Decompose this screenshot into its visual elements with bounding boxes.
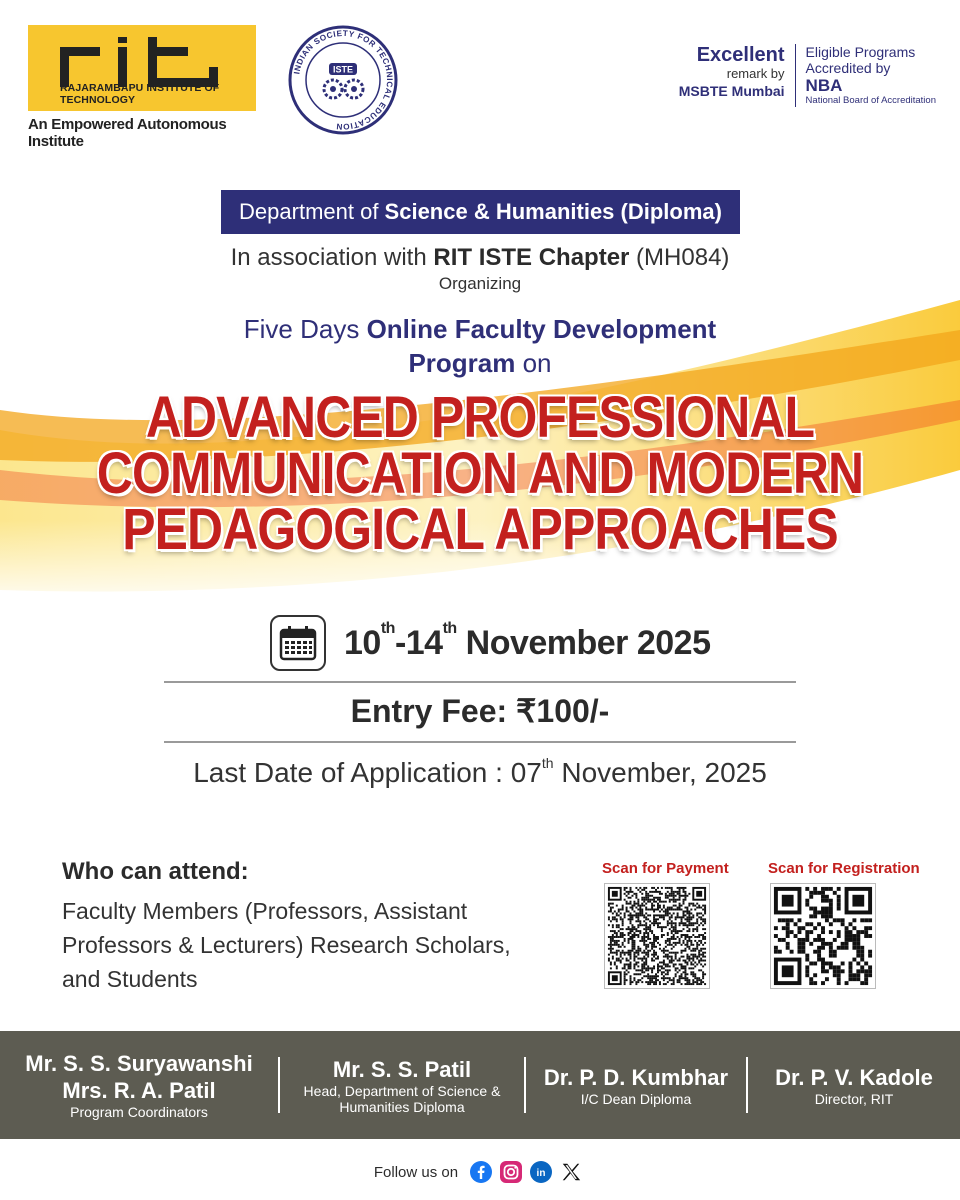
footer-coordinators: [0, 1050, 278, 1120]
acc-eligible: Eligible Programs: [805, 44, 916, 60]
last-date-rest: November, 2025: [553, 757, 767, 788]
payment-qr-code[interactable]: [604, 883, 710, 989]
date-end: -14: [394, 623, 443, 662]
payment-qr-label: Scan for Payment: [602, 860, 729, 877]
iste-logo: [288, 25, 398, 135]
assoc-code: (MH084): [629, 244, 730, 271]
follow-us-row: [0, 1160, 960, 1184]
fdp-part1: Five Days: [243, 314, 367, 344]
fdp-part3: Program: [408, 348, 516, 378]
acc-nba-full: National Board of Accreditation: [805, 95, 936, 106]
person-name: Dr. P. D. Kumbhar: [543, 1064, 729, 1090]
footer-dean: [526, 1064, 746, 1107]
person-name: Mrs. R. A. Patil: [62, 1078, 216, 1103]
fdp-part4: on: [515, 348, 552, 378]
last-date-sup: th: [541, 755, 554, 771]
last-date-prefix: Last Date of Application : 07: [193, 757, 542, 788]
acc-excellent: Excellent: [696, 44, 785, 66]
audience-line: Professors & Lecturers) Research Scholars,: [62, 932, 511, 958]
fdp-heading: [0, 312, 960, 380]
divider: [164, 681, 796, 683]
last-date: [0, 757, 960, 789]
registration-qr-code[interactable]: [770, 883, 876, 989]
main-title: [0, 385, 960, 562]
follow-us-label: Follow us on: [373, 1163, 459, 1181]
person-role: Program Coordinators: [70, 1104, 208, 1120]
date-end-sup: th: [442, 619, 457, 637]
organizing-label: Organizing: [438, 274, 522, 293]
instagram-icon[interactable]: [499, 1160, 523, 1184]
rit-logo: [28, 25, 256, 150]
calendar-icon: [270, 615, 326, 671]
person-role: I/C Dean Diploma: [580, 1090, 692, 1107]
main-title-line: COMMUNICATION AND MODERN: [96, 441, 864, 506]
footer-band: [0, 1031, 960, 1139]
footer-head: [280, 1056, 524, 1115]
svg-text:in: in: [536, 1168, 546, 1179]
registration-qr-block: [768, 860, 920, 994]
date-month-year: November 2025: [456, 623, 711, 662]
dept-prefix: Department of: [239, 199, 385, 224]
rit-institute-name: RAJARAMBAPU INSTITUTE OF TECHNOLOGY: [60, 82, 220, 106]
acc-nba: NBA: [805, 76, 843, 95]
person-role: Humanities Diploma: [339, 1098, 465, 1115]
acc-remark-by: remark by: [726, 66, 785, 81]
person-name: Dr. P. V. Kadole: [775, 1064, 933, 1090]
person-role: Head, Department of Science &: [303, 1082, 501, 1099]
audience-line: and Students: [62, 966, 198, 992]
x-icon[interactable]: [559, 1160, 583, 1184]
event-date-row: [270, 615, 711, 671]
audience-heading: Who can attend:: [62, 858, 249, 885]
assoc-name: RIT ISTE Chapter: [433, 244, 630, 271]
date-start: 10: [344, 623, 381, 662]
fdp-part2: Online Faculty Development: [366, 314, 717, 344]
person-role: Director, RIT: [814, 1090, 894, 1107]
main-title-line: PEDAGOGICAL APPROACHES: [122, 497, 838, 562]
footer-director: [748, 1064, 960, 1107]
linkedin-icon[interactable]: [529, 1160, 553, 1184]
entry-fee: Entry Fee: ₹100/-: [350, 693, 610, 729]
iste-ring-text: INDIAN SOCIETY FOR TECHNICAL EDUCATION: [292, 28, 395, 132]
acc-accredited-by: Accredited by: [805, 60, 891, 76]
association-line: [0, 244, 960, 272]
date-start-sup: th: [380, 619, 395, 637]
person-name: Mr. S. S. Patil: [332, 1056, 472, 1082]
acc-msbte: MSBTE Mumbai: [678, 83, 785, 99]
registration-qr-label: Scan for Registration: [768, 860, 920, 877]
facebook-icon[interactable]: [469, 1160, 493, 1184]
iste-abbr: ISTE: [332, 64, 354, 75]
person-name: Mr. S. S. Suryawanshi: [25, 1051, 253, 1076]
divider: [164, 741, 796, 743]
audience-block: [62, 858, 532, 996]
audience-line: Faculty Members (Professors, Assistant: [62, 898, 468, 924]
dept-name: Science & Humanities (Diploma): [384, 199, 722, 224]
rit-tagline: An Empowered Autonomous Institute: [28, 116, 227, 150]
event-date: [344, 619, 711, 663]
department-banner: [221, 190, 740, 234]
main-title-line: ADVANCED PROFESSIONAL: [145, 385, 815, 450]
accreditation-block: [679, 44, 936, 107]
payment-qr-block: [602, 860, 729, 994]
assoc-prefix: In association with: [230, 244, 434, 271]
